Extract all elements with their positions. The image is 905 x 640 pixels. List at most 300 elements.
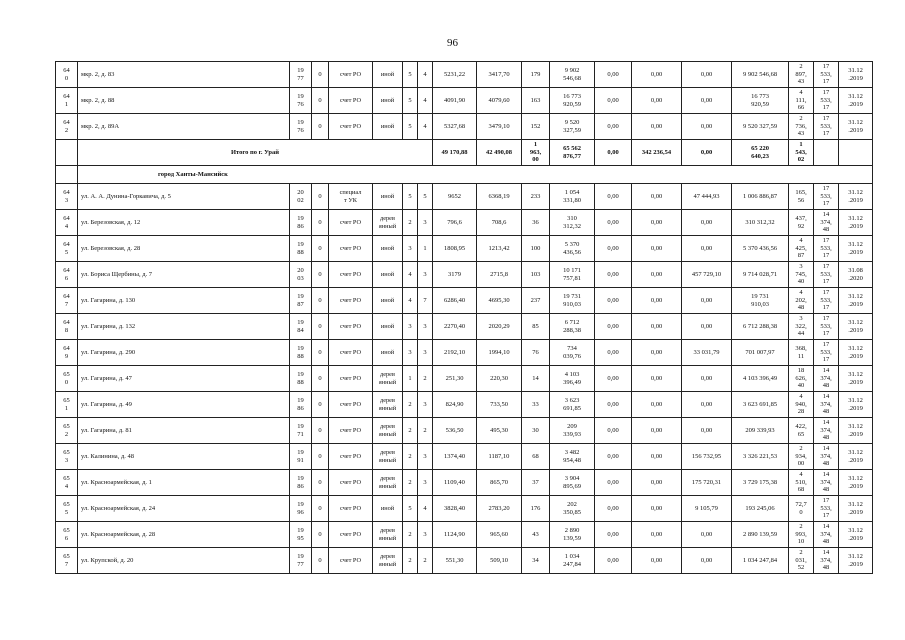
cell-unit: 4 425, 87 [789, 236, 814, 262]
cell-area2: 4079,60 [477, 88, 522, 114]
cell-entrances: 3 [418, 522, 433, 548]
cell-unit: 422, 65 [789, 418, 814, 444]
cell-cost: 6 712 288,38 [550, 314, 595, 340]
cell-year: 19 86 [290, 392, 312, 418]
cell-date: 31.12 .2019 [839, 496, 873, 522]
total-c1: 0,00 [595, 140, 632, 166]
cell-num: 64 3 [56, 184, 78, 210]
cell-residents: 85 [522, 314, 550, 340]
cell-limit: 17 533, 17 [814, 314, 839, 340]
cell-c2: 0,00 [632, 366, 682, 392]
cell-num: 64 9 [56, 340, 78, 366]
cell-c1: 0,00 [595, 262, 632, 288]
cell-num: 65 5 [56, 496, 78, 522]
cell-floors: 5 [403, 88, 418, 114]
cell-date: 31.12 .2019 [839, 314, 873, 340]
cell-area1: 1374,40 [433, 444, 477, 470]
cell-area2: 2715,8 [477, 262, 522, 288]
cell-cost: 734 039,76 [550, 340, 595, 366]
cell-area2: 220,30 [477, 366, 522, 392]
cell-entrances: 2 [418, 418, 433, 444]
cell-floors: 5 [403, 496, 418, 522]
cell-c4: 9 902 546,68 [732, 62, 789, 88]
cell-method: счет РО [329, 418, 373, 444]
cell-area2: 2020,29 [477, 314, 522, 340]
cell-c3: 47 444,93 [682, 184, 732, 210]
cell-address: ул. Красноармейская, д. 28 [78, 522, 290, 548]
cell-address: ул. Крупской, д. 20 [78, 548, 290, 574]
table-row [56, 366, 873, 392]
cell-floors: 5 [403, 114, 418, 140]
cell-floors: 2 [403, 392, 418, 418]
table-row [56, 522, 873, 548]
cell-num: 65 6 [56, 522, 78, 548]
rows-after [56, 184, 873, 574]
table-row [56, 496, 873, 522]
cell-floors: 1 [403, 366, 418, 392]
cell-unit: 4 111, 66 [789, 88, 814, 114]
cell-num: 65 0 [56, 366, 78, 392]
cell-method: счет РО [329, 366, 373, 392]
cell-c1: 0,00 [595, 314, 632, 340]
cell-c1: 0,00 [595, 236, 632, 262]
cell-area2: 965,60 [477, 522, 522, 548]
cell-unit: 4 510, 68 [789, 470, 814, 496]
cell-address: ул. Гагарина, д. 290 [78, 340, 290, 366]
cell-entrances: 3 [418, 392, 433, 418]
cell-unit: 3 745, 40 [789, 262, 814, 288]
cell-entrances: 4 [418, 88, 433, 114]
cell-c1: 0,00 [595, 340, 632, 366]
cell-year: 20 02 [290, 184, 312, 210]
table-row [56, 88, 873, 114]
cell-material: дерев янный [373, 418, 403, 444]
cell-c1: 0,00 [595, 288, 632, 314]
total-unit: 1 543, 02 [789, 140, 814, 166]
cell-residents: 176 [522, 496, 550, 522]
table-row [56, 262, 873, 288]
cell-c4: 9 520 327,59 [732, 114, 789, 140]
cell-date: 31.12 .2019 [839, 548, 873, 574]
cell-c4: 1 034 247,84 [732, 548, 789, 574]
cell-material: иной [373, 114, 403, 140]
cell-c4: 5 370 436,56 [732, 236, 789, 262]
cell-area1: 4091,90 [433, 88, 477, 114]
cell-c1: 0,00 [595, 470, 632, 496]
cell-c3: 0,00 [682, 392, 732, 418]
cell-c4: 6 712 288,38 [732, 314, 789, 340]
cell-material: иной [373, 62, 403, 88]
cell-entrances: 2 [418, 366, 433, 392]
cell-cost: 202 350,85 [550, 496, 595, 522]
cell-date: 31.12 .2019 [839, 184, 873, 210]
cell-year: 19 77 [290, 62, 312, 88]
cell-cost: 16 773 920,59 [550, 88, 595, 114]
cell-material: дерев янный [373, 392, 403, 418]
cell-material: иной [373, 314, 403, 340]
cell-limit: 17 533, 17 [814, 62, 839, 88]
cell-method: счет РО [329, 496, 373, 522]
cell-year: 19 88 [290, 366, 312, 392]
total-c4: 65 220 640,23 [732, 140, 789, 166]
cell-floors: 2 [403, 418, 418, 444]
cell-method: счет РО [329, 444, 373, 470]
cell-n0: 0 [312, 184, 329, 210]
cell-unit: 2 934, 00 [789, 444, 814, 470]
table-row [56, 236, 873, 262]
cell-address: ул. Гагарина, д. 49 [78, 392, 290, 418]
cell-area1: 796,6 [433, 210, 477, 236]
cell-area2: 3417,70 [477, 62, 522, 88]
cell-area2: 509,10 [477, 548, 522, 574]
city-heading: город Ханты-Мансийск [78, 166, 873, 184]
cell-residents: 36 [522, 210, 550, 236]
cell-floors: 4 [403, 262, 418, 288]
cell-unit: 18 626, 40 [789, 366, 814, 392]
cell-entrances: 3 [418, 444, 433, 470]
cell-c1: 0,00 [595, 62, 632, 88]
cell-c1: 0,00 [595, 522, 632, 548]
cell-material: иной [373, 88, 403, 114]
cell-n0: 0 [312, 236, 329, 262]
total-section [56, 140, 873, 184]
cell-limit: 17 533, 17 [814, 184, 839, 210]
cell-num: 64 5 [56, 236, 78, 262]
cell-residents: 237 [522, 288, 550, 314]
cell-unit: 2 736, 43 [789, 114, 814, 140]
cell-c2: 0,00 [632, 340, 682, 366]
cell-cost: 209 339,93 [550, 418, 595, 444]
cell-c1: 0,00 [595, 444, 632, 470]
cell-area2: 6368,19 [477, 184, 522, 210]
cell-year: 19 76 [290, 88, 312, 114]
cell-cost: 5 370 436,56 [550, 236, 595, 262]
cell-cost: 1 054 331,80 [550, 184, 595, 210]
cell-year: 19 86 [290, 210, 312, 236]
cell-area1: 1109,40 [433, 470, 477, 496]
cell-n0: 0 [312, 366, 329, 392]
cell-c2: 0,00 [632, 184, 682, 210]
cell-unit: 4 202, 48 [789, 288, 814, 314]
cell-cost: 3 482 954,48 [550, 444, 595, 470]
cell-residents: 152 [522, 114, 550, 140]
cell-area1: 1124,90 [433, 522, 477, 548]
cell-c2: 0,00 [632, 288, 682, 314]
cell-floors: 3 [403, 340, 418, 366]
cell-area1: 3179 [433, 262, 477, 288]
table-row [56, 114, 873, 140]
table-row [56, 444, 873, 470]
total-area2: 42 490,08 [477, 140, 522, 166]
cell-residents: 14 [522, 366, 550, 392]
cell-entrances: 3 [418, 210, 433, 236]
cell-num: 65 4 [56, 470, 78, 496]
cell-residents: 30 [522, 418, 550, 444]
cell-floors: 2 [403, 470, 418, 496]
cell-n0: 0 [312, 288, 329, 314]
cell-residents: 34 [522, 548, 550, 574]
total-date [839, 140, 873, 166]
cell-method: счет РО [329, 314, 373, 340]
cell-limit: 14 374, 48 [814, 548, 839, 574]
cell-entrances: 2 [418, 548, 433, 574]
cell-floors: 2 [403, 522, 418, 548]
cell-method: счет РО [329, 392, 373, 418]
total-cost: 65 562 876,77 [550, 140, 595, 166]
cell-residents: 163 [522, 88, 550, 114]
cell-unit: 2 993, 10 [789, 522, 814, 548]
cell-c3: 0,00 [682, 366, 732, 392]
cell-entrances: 3 [418, 262, 433, 288]
cell-material: иной [373, 496, 403, 522]
cell-n0: 0 [312, 496, 329, 522]
cell-method: счет РО [329, 340, 373, 366]
cell-c2: 0,00 [632, 470, 682, 496]
cell-c3: 0,00 [682, 522, 732, 548]
cell-entrances: 4 [418, 114, 433, 140]
cell-cost: 4 103 396,49 [550, 366, 595, 392]
cell-date: 31.12 .2019 [839, 418, 873, 444]
cell-c4: 209 339,93 [732, 418, 789, 444]
cell-date: 31.12 .2019 [839, 392, 873, 418]
cell-c1: 0,00 [595, 114, 632, 140]
cell-c1: 0,00 [595, 392, 632, 418]
cell-material: иной [373, 288, 403, 314]
cell-address: ул. Красноармейская, д. 1 [78, 470, 290, 496]
cell-c4: 1 006 886,87 [732, 184, 789, 210]
cell-num: 64 1 [56, 88, 78, 114]
cell-area2: 3479,10 [477, 114, 522, 140]
cell-cost: 3 623 691,85 [550, 392, 595, 418]
cell-limit: 17 533, 17 [814, 340, 839, 366]
cell-c3: 0,00 [682, 288, 732, 314]
cell-c3: 156 732,95 [682, 444, 732, 470]
cell-method: счет РО [329, 210, 373, 236]
cell-floors: 4 [403, 288, 418, 314]
cell-year: 19 96 [290, 496, 312, 522]
cell-date: 31.12 .2019 [839, 236, 873, 262]
cell-n0: 0 [312, 444, 329, 470]
cell-method: счет РО [329, 236, 373, 262]
cell-cost: 9 520 327,59 [550, 114, 595, 140]
cell-area1: 3828,40 [433, 496, 477, 522]
cell-year: 19 91 [290, 444, 312, 470]
cell-num: 65 3 [56, 444, 78, 470]
cell-method: счет РО [329, 548, 373, 574]
cell-method: счет РО [329, 62, 373, 88]
cell-c2: 0,00 [632, 522, 682, 548]
cell-c4: 3 623 691,85 [732, 392, 789, 418]
cell-year: 19 88 [290, 340, 312, 366]
cell-area2: 1213,42 [477, 236, 522, 262]
cell-year: 19 71 [290, 418, 312, 444]
cell-entrances: 4 [418, 496, 433, 522]
cell-limit: 17 533, 17 [814, 114, 839, 140]
cell-year: 19 77 [290, 548, 312, 574]
cell-unit: 4 940, 28 [789, 392, 814, 418]
cell-entrances: 5 [418, 184, 433, 210]
cell-num: 64 8 [56, 314, 78, 340]
cell-material: дерев янный [373, 444, 403, 470]
total-residents: 1 963, 00 [522, 140, 550, 166]
cell-entrances: 3 [418, 314, 433, 340]
city-heading-row [56, 166, 873, 184]
page-number: 96 [447, 37, 458, 49]
cell-cost: 1 034 247,84 [550, 548, 595, 574]
cell-limit: 14 374, 48 [814, 210, 839, 236]
cell-n0: 0 [312, 314, 329, 340]
table-row [56, 288, 873, 314]
cell-n0: 0 [312, 62, 329, 88]
cell-c3: 0,00 [682, 62, 732, 88]
cell-date: 31.12 .2019 [839, 444, 873, 470]
cell-address: ул. А. А. Дунина-Горкавича, д. 5 [78, 184, 290, 210]
cell-residents: 76 [522, 340, 550, 366]
cell-date: 31.12 .2019 [839, 62, 873, 88]
cell-limit: 14 374, 48 [814, 392, 839, 418]
cell-unit: 368, 11 [789, 340, 814, 366]
cell-floors: 2 [403, 548, 418, 574]
cell-address: ул. Гагарина, д. 132 [78, 314, 290, 340]
cell-method: счет РО [329, 470, 373, 496]
cell-method: счет РО [329, 114, 373, 140]
cell-area1: 6286,40 [433, 288, 477, 314]
cell-c4: 19 731 910,03 [732, 288, 789, 314]
cell-c3: 0,00 [682, 314, 732, 340]
cell-c1: 0,00 [595, 88, 632, 114]
cell-floors: 2 [403, 210, 418, 236]
cell-year: 19 76 [290, 114, 312, 140]
cell-c1: 0,00 [595, 496, 632, 522]
cell-n0: 0 [312, 262, 329, 288]
cell-date: 31.08 .2020 [839, 262, 873, 288]
table-row [56, 392, 873, 418]
cell-area1: 251,30 [433, 366, 477, 392]
cell-limit: 14 374, 48 [814, 470, 839, 496]
cell-n0: 0 [312, 418, 329, 444]
cell-address: ул. Гагарина, д. 81 [78, 418, 290, 444]
rows-before [56, 62, 873, 140]
cell-residents: 37 [522, 470, 550, 496]
cell-cost: 9 902 546,68 [550, 62, 595, 88]
cell-date: 31.12 .2019 [839, 522, 873, 548]
total-c3: 0,00 [682, 140, 732, 166]
cell-c3: 0,00 [682, 418, 732, 444]
cell-c3: 0,00 [682, 88, 732, 114]
cell-residents: 43 [522, 522, 550, 548]
cell-material: иной [373, 236, 403, 262]
cell-entrances: 3 [418, 470, 433, 496]
cell-address: мкр. 2, д. 83 [78, 62, 290, 88]
cell-entrances: 1 [418, 236, 433, 262]
cell-n0: 0 [312, 548, 329, 574]
cell-floors: 3 [403, 236, 418, 262]
cell-n0: 0 [312, 88, 329, 114]
cell-num: 65 7 [56, 548, 78, 574]
cell-address: ул. Гагарина, д. 130 [78, 288, 290, 314]
cell-area1: 2192,10 [433, 340, 477, 366]
cell-method: счет РО [329, 522, 373, 548]
table-row [56, 210, 873, 236]
cell-material: дерев янный [373, 548, 403, 574]
cell-area2: 733,50 [477, 392, 522, 418]
cell-entrances: 7 [418, 288, 433, 314]
cell-limit: 17 533, 17 [814, 236, 839, 262]
cell-limit: 14 374, 48 [814, 418, 839, 444]
cell-residents: 103 [522, 262, 550, 288]
cell-n0: 0 [312, 470, 329, 496]
cell-unit: 2 897, 43 [789, 62, 814, 88]
cell-cost: 2 890 139,59 [550, 522, 595, 548]
cell-n0: 0 [312, 210, 329, 236]
cell-c4: 9 714 028,71 [732, 262, 789, 288]
cell-year: 19 88 [290, 236, 312, 262]
cell-c2: 0,00 [632, 418, 682, 444]
cell-area2: 4695,30 [477, 288, 522, 314]
cell-limit: 17 533, 17 [814, 288, 839, 314]
cell-material: дерев янный [373, 366, 403, 392]
cell-c3: 33 031,79 [682, 340, 732, 366]
cell-address: ул. Бориса Щербины, д. 7 [78, 262, 290, 288]
cell-c3: 0,00 [682, 236, 732, 262]
cell-address: ул. Калинина, д. 48 [78, 444, 290, 470]
cell-year: 19 86 [290, 470, 312, 496]
total-area1: 49 170,88 [433, 140, 477, 166]
cell-unit: 2 031, 52 [789, 548, 814, 574]
cell-residents: 100 [522, 236, 550, 262]
total-c2: 342 236,54 [632, 140, 682, 166]
cell-material: иной [373, 262, 403, 288]
cell-c1: 0,00 [595, 548, 632, 574]
cell-address: мкр. 2, д. 89А [78, 114, 290, 140]
cell-date: 31.12 .2019 [839, 366, 873, 392]
cell-entrances: 4 [418, 62, 433, 88]
cell-material: дерев янный [373, 522, 403, 548]
cell-method: счет РО [329, 88, 373, 114]
cell-n0: 0 [312, 114, 329, 140]
table-row [56, 548, 873, 574]
total-label: Итого по г. Урай [78, 140, 433, 166]
cell-unit: 72,7 0 [789, 496, 814, 522]
cell-c4: 193 245,06 [732, 496, 789, 522]
cell-area1: 2270,40 [433, 314, 477, 340]
cell-c1: 0,00 [595, 418, 632, 444]
cell-c1: 0,00 [595, 210, 632, 236]
cell-c2: 0,00 [632, 114, 682, 140]
cell-year: 19 95 [290, 522, 312, 548]
total-row [56, 140, 873, 166]
cell-entrances: 3 [418, 340, 433, 366]
cell-date: 31.12 .2019 [839, 288, 873, 314]
cell-c2: 0,00 [632, 236, 682, 262]
table-row [56, 418, 873, 444]
cell-cost: 3 904 895,69 [550, 470, 595, 496]
cell-c4: 2 890 139,59 [732, 522, 789, 548]
cell-area1: 551,30 [433, 548, 477, 574]
cell-floors: 5 [403, 62, 418, 88]
cell-c3: 175 720,31 [682, 470, 732, 496]
cell-n0: 0 [312, 522, 329, 548]
cell-address: мкр. 2, д. 88 [78, 88, 290, 114]
cell-year: 19 84 [290, 314, 312, 340]
cell-unit: 165, 56 [789, 184, 814, 210]
cell-c1: 0,00 [595, 184, 632, 210]
total-num-cell [56, 140, 78, 166]
cell-material: дерев янный [373, 470, 403, 496]
cell-num: 64 7 [56, 288, 78, 314]
cell-c1: 0,00 [595, 366, 632, 392]
table-row [56, 470, 873, 496]
